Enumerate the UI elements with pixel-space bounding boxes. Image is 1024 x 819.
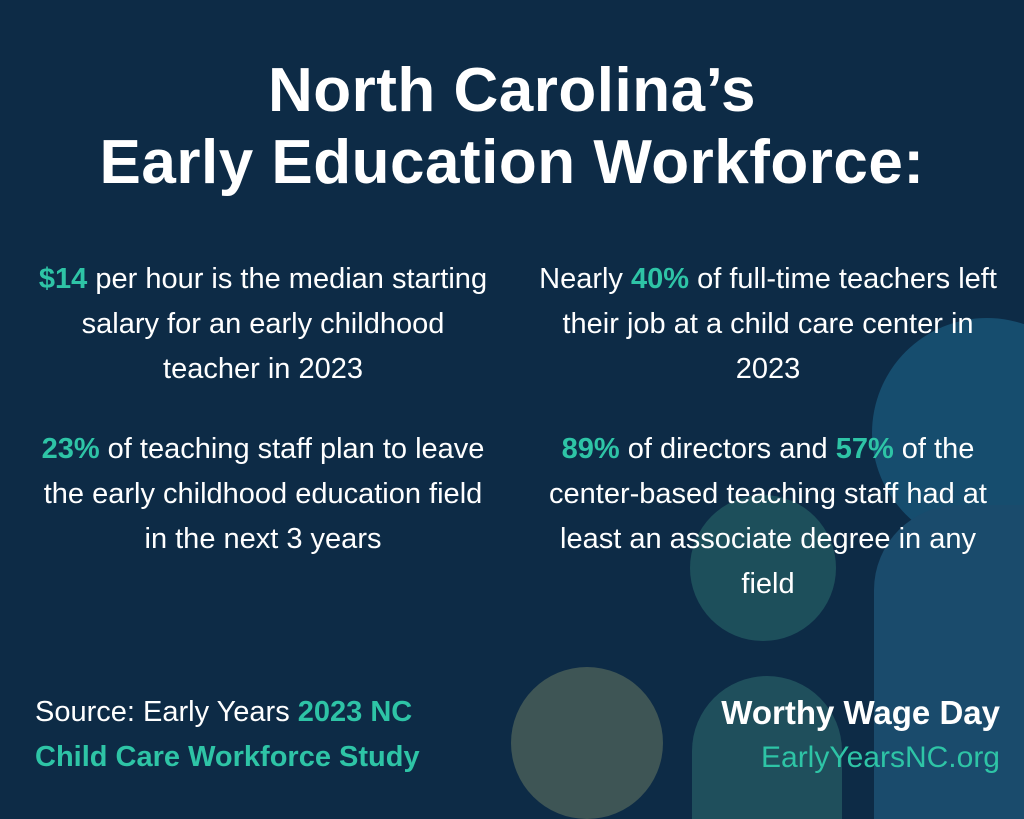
stat-highlight: 23%	[41, 433, 100, 465]
website-link[interactable]: EarlyYearsNC.org	[761, 741, 1000, 774]
stat-highlight-2: 57%	[835, 433, 894, 465]
stat-text: of teaching staff plan to leave the early childhood education field in the next 3 years	[43, 433, 485, 555]
stat-teacher-turnover	[535, 257, 1001, 392]
brand-block	[620, 692, 1000, 782]
title-line-2: Early Education Workforce:	[99, 128, 925, 197]
stat-highlight: 89%	[561, 433, 620, 465]
source-line-1	[35, 690, 505, 735]
source-citation	[35, 690, 505, 780]
stat-text: of full-time teachers left their job at a child care center in 2023	[562, 263, 997, 385]
source-study-name-part-2: Child Care Workforce Study	[35, 741, 420, 773]
stat-text: per hour is the median starting salary for an early childhood teacher in 2023	[81, 263, 488, 385]
source-study-name-part-1: 2023 NC	[297, 696, 413, 728]
source-prefix: Source: Early Years	[35, 696, 298, 728]
stat-highlight: 40%	[630, 263, 690, 295]
stat-highlight: $14	[38, 263, 88, 295]
stat-middle: of directors and	[619, 433, 836, 465]
event-name: Worthy Wage Day	[721, 694, 1000, 731]
stat-plan-to-leave	[30, 427, 496, 562]
stat-degree-attainment	[535, 427, 1001, 607]
title-line-1: North Carolina’s	[268, 56, 756, 125]
stat-prefix: Nearly	[539, 263, 631, 295]
stat-text: of the center-based teaching staff had at least an associate degree in any field	[549, 433, 987, 600]
page-title	[0, 55, 1024, 199]
stat-median-salary	[30, 257, 496, 392]
